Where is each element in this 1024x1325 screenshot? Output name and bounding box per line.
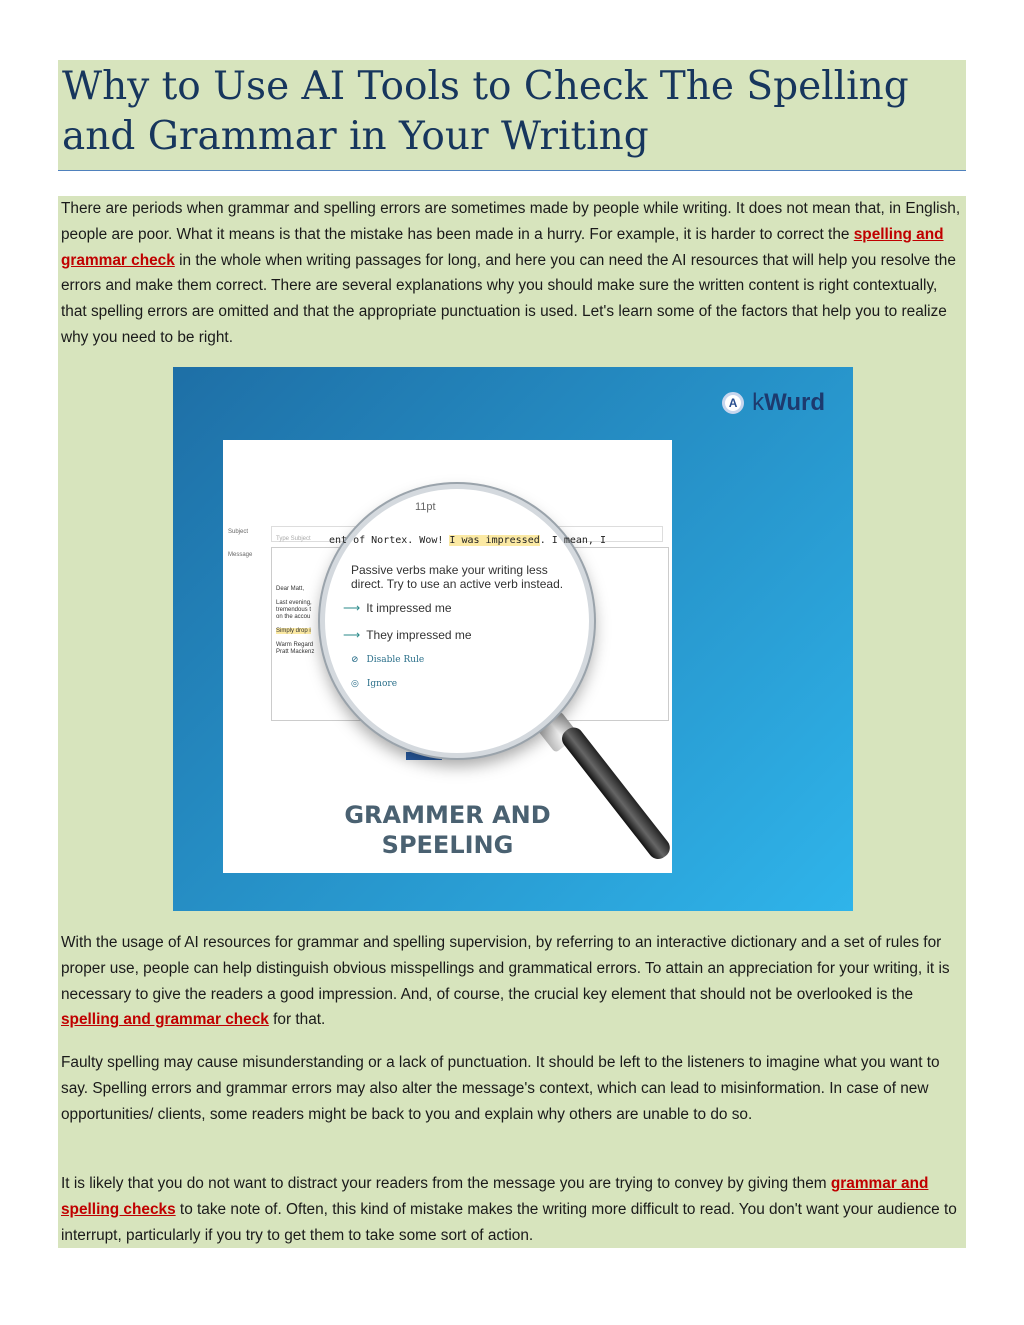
paragraph-distract-readers [61, 1171, 961, 1248]
kwurd-logo-text [752, 389, 825, 417]
lens-text-after: . I mean, I [539, 535, 606, 546]
paragraph-text: to take note of. Often, this kind of mistake makes the writing more difficult to read. You don't want your audience to interrupt, particularly if you try to get them to take some sort of action. [61, 1200, 957, 1244]
paragraph-ai-resources [61, 930, 961, 1033]
suggestion-text: It impressed me [366, 601, 452, 615]
editor-line: tremendous t [276, 607, 312, 613]
paragraph-text: in the whole when writing passages for long, and here you can need the AI resources that will help you resolve the errors and make them correct. There are several explanations why you should make sure the written content is right contextually, that spelling errors are omitted and that the appropriate punctuation is used. Let's learn some of the factors that help you to realize why you need to be right. [61, 251, 956, 346]
suggestion-text: They impressed me [366, 628, 472, 642]
ignore-text: Ignore [366, 679, 398, 689]
highlighted-phrase: I was impressed [449, 535, 540, 546]
kwurd-logo-icon: A [722, 392, 744, 414]
paragraph-text: There are periods when grammar and spelling errors are sometimes made by people while writing. It does not mean that, in English, people are poor. What it means is that the mistake has been made in a hurry. For example, it is harder to correct the [61, 200, 961, 243]
eye-off-icon: ⊘ [351, 655, 359, 665]
grammar-spelling-checks-link[interactable]: grammar and spelling checks [61, 1175, 929, 1218]
spelling-grammar-check-link[interactable]: spelling and grammar check [61, 225, 944, 269]
editor-line: Simply drop i [276, 628, 311, 634]
editor-line: Pratt Mackenz [276, 649, 315, 655]
editor-line: Last evening, [276, 600, 312, 606]
editor-line: on the accou [276, 614, 311, 620]
paragraph-intro [61, 196, 961, 351]
editor-line: Dear Matt, [276, 586, 305, 592]
subject-placeholder: Type Subject [276, 536, 311, 542]
paragraph-text: for that. [268, 1011, 326, 1029]
lens-text-before: ent of Nortex. Wow! [329, 535, 450, 546]
page-title: Why to Use AI Tools to Check The Spelling and Grammar in Your Writing [62, 64, 909, 159]
suggestion-tooltip [341, 563, 581, 703]
paragraph-text: It is likely that you do not want to distract your readers from the message you are trying to convey by giving them [61, 1175, 831, 1192]
arrow-right-icon: ⟶ [343, 601, 361, 615]
arrow-right-icon: ⟶ [343, 628, 361, 642]
font-size-select: 11pt [415, 501, 436, 513]
logo-wurd: Wurd [764, 389, 825, 416]
tooltip-message: Passive verbs make your writing less direct. Try to use an active verb instead. [351, 563, 564, 591]
heading-line-2: SPEELING [381, 831, 514, 859]
subject-label: Subject [228, 529, 249, 535]
logo-k: k [752, 389, 765, 416]
ignore-icon: ◎ [351, 679, 359, 689]
editor-line: Warm Regard [276, 642, 314, 648]
magnified-text [329, 535, 606, 546]
heading-line-1: GRAMMER AND [344, 801, 551, 829]
paragraph-faulty-spelling: Faulty spelling may cause misunderstanding or a lack of punctuation. It should be left to the listeners to imagine what you want to say. Spelling errors and grammar errors may also alter the message's context, which can lead to misinformation. In case of new opportunities/ clients, some readers might be back to you and explain why others are unable to do so. [61, 1054, 940, 1123]
disable-rule-item [351, 655, 581, 665]
kwurd-promo-image [173, 367, 853, 911]
image-heading [223, 800, 672, 860]
suggestion-item [343, 628, 581, 642]
spelling-grammar-check-link[interactable]: spelling and grammar check [61, 1011, 269, 1029]
disable-rule-text: Disable Rule [366, 655, 425, 665]
ignore-item [351, 679, 581, 689]
message-label: Message [228, 552, 253, 558]
magnifier-lens [320, 484, 606, 758]
kwurd-logo [722, 389, 825, 417]
suggestion-item [343, 601, 581, 615]
paragraph-text: With the usage of AI resources for grammar and spelling supervision, by referring to an interactive dictionary and a set of rules for proper use, people can help distinguish obvious misspellings and grammatical errors. To attain an appreciation for your writing, it is necessary to give the readers a good impression. And, of course, the crucial key element that should not be overlooked is the [61, 934, 950, 1003]
